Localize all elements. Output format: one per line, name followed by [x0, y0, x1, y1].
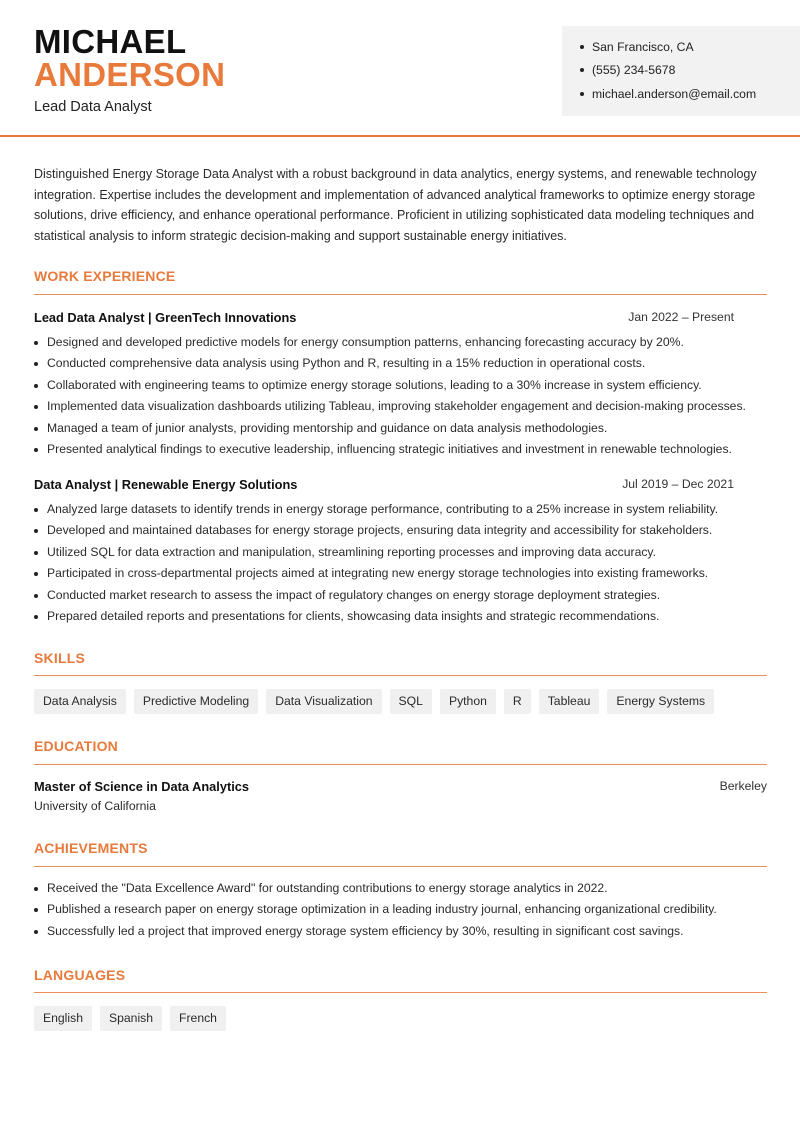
- education-degree: Master of Science in Data Analytics: [34, 779, 250, 794]
- bullet-dot-icon: [34, 594, 38, 598]
- bullet-dot-icon: [580, 68, 584, 72]
- tag-chip: Python: [440, 689, 496, 714]
- list-item: Received the "Data Excellence Award" for outstanding contributions to energy storage analytics in 2022.: [34, 878, 774, 899]
- tag-chip: R: [504, 689, 531, 714]
- contact-email: michael.anderson@email.com: [580, 87, 756, 101]
- education-school: University of California: [34, 799, 156, 813]
- list-item: Utilized SQL for data extraction and manipulation, streamlining reporting processes and improving data accuracy.: [34, 542, 774, 563]
- bullet-dot-icon: [34, 572, 38, 576]
- list-item: Successfully led a project that improved energy storage system efficiency by 30%, resulting in significant cost savings.: [34, 921, 774, 942]
- languages-list: [34, 1006, 226, 1031]
- section-divider: [34, 294, 767, 295]
- list-item: Developed and maintained databases for energy storage projects, ensuring data integrity and accessibility for stakeholders.: [34, 520, 774, 541]
- section-divider: [34, 764, 767, 765]
- contact-location: San Francisco, CA: [580, 40, 694, 54]
- tag-chip: Data Visualization: [266, 689, 381, 714]
- job-dates: Jul 2019 – Dec 2021: [622, 477, 734, 491]
- bullet-dot-icon: [34, 930, 38, 934]
- section-title-languages: LANGUAGES: [34, 967, 126, 983]
- contact-box: [562, 26, 800, 116]
- bullet-dot-icon: [580, 92, 584, 96]
- list-item: Participated in cross-departmental projects aimed at integrating new energy storage technologies into existing frameworks.: [34, 563, 774, 584]
- list-item: Presented analytical findings to executive leadership, influencing strategic initiatives and investment in renewable technologies.: [34, 439, 774, 460]
- job-heading: Data Analyst | Renewable Energy Solutions Jul 2019 – Dec 2021: [34, 477, 734, 492]
- section-divider: [34, 675, 767, 676]
- bullet-dot-icon: [34, 341, 38, 345]
- job-dates: Jan 2022 – Present: [628, 310, 734, 324]
- bullet-dot-icon: [34, 529, 38, 533]
- bullet-dot-icon: [34, 908, 38, 912]
- first-name: MICHAEL: [34, 23, 187, 60]
- bullet-dot-icon: [34, 448, 38, 452]
- tag-chip: Spanish: [100, 1006, 162, 1031]
- section-divider: [34, 992, 767, 993]
- bullet-dot-icon: [34, 384, 38, 388]
- tag-chip: SQL: [390, 689, 432, 714]
- achievements-list: [34, 878, 774, 942]
- education-location: Berkeley: [719, 779, 767, 793]
- last-name: ANDERSON: [34, 56, 226, 93]
- tag-chip: French: [170, 1006, 226, 1031]
- tag-chip: Energy Systems: [607, 689, 714, 714]
- list-item: Implemented data visualization dashboards utilizing Tableau, improving stakeholder engagement and decision-making processes.: [34, 396, 774, 417]
- job-bullets: [34, 499, 774, 627]
- bullet-dot-icon: [580, 45, 584, 49]
- section-title-achievements: ACHIEVEMENTS: [34, 840, 148, 856]
- bullet-dot-icon: [34, 615, 38, 619]
- job-heading: Lead Data Analyst | GreenTech Innovations Jan 2022 – Present: [34, 310, 734, 325]
- tag-chip: Predictive Modeling: [134, 689, 258, 714]
- job-title: Lead Data Analyst: [34, 99, 152, 115]
- list-item: Prepared detailed reports and presentations for clients, showcasing data insights and strategic recommendations.: [34, 606, 774, 627]
- section-title-skills: SKILLS: [34, 650, 85, 666]
- bullet-dot-icon: [34, 405, 38, 409]
- bullet-dot-icon: [34, 551, 38, 555]
- bullet-dot-icon: [34, 362, 38, 366]
- tag-chip: Data Analysis: [34, 689, 126, 714]
- contact-phone: (555) 234-5678: [580, 63, 675, 77]
- bullet-dot-icon: [34, 887, 38, 891]
- list-item: Published a research paper on energy storage optimization in a leading industry journal, enhancing organizational credibility.: [34, 899, 774, 920]
- resume-header: [0, 0, 800, 137]
- bullet-dot-icon: [34, 427, 38, 431]
- list-item: Conducted market research to assess the impact of regulatory changes on energy storage deployment strategies.: [34, 585, 774, 606]
- tag-chip: Tableau: [539, 689, 600, 714]
- list-item: Conducted comprehensive data analysis using Python and R, resulting in a 15% reduction in operational costs.: [34, 353, 774, 374]
- list-item: Collaborated with engineering teams to optimize energy storage solutions, leading to a 30% increase in system efficiency.: [34, 375, 774, 396]
- section-title-education: EDUCATION: [34, 738, 118, 754]
- list-item: Managed a team of junior analysts, providing mentorship and guidance on data analysis methodologies.: [34, 418, 774, 439]
- professional-summary: Distinguished Energy Storage Data Analyst with a robust background in data analytics, energy systems, and renewable technology integration. Expertise includes the development and implementation of advanced analytical frameworks to optimize energy storage solutions, drive efficiency, and enhance operational performance. Proficient in utilizing sophisticated data modeling techniques and statistical analysis to inform strategic decision-making and support sustainable energy initiatives.: [34, 167, 757, 244]
- tag-chip: English: [34, 1006, 92, 1031]
- list-item: Analyzed large datasets to identify trends in energy storage performance, contributing to a 25% increase in system reliability.: [34, 499, 774, 520]
- job-bullets: [34, 332, 774, 460]
- list-item: Designed and developed predictive models for energy consumption patterns, enhancing forecasting accuracy by 20%.: [34, 332, 774, 353]
- section-divider: [34, 866, 767, 867]
- bullet-dot-icon: [34, 508, 38, 512]
- skills-list: [34, 689, 714, 714]
- section-title-work: WORK EXPERIENCE: [34, 268, 176, 284]
